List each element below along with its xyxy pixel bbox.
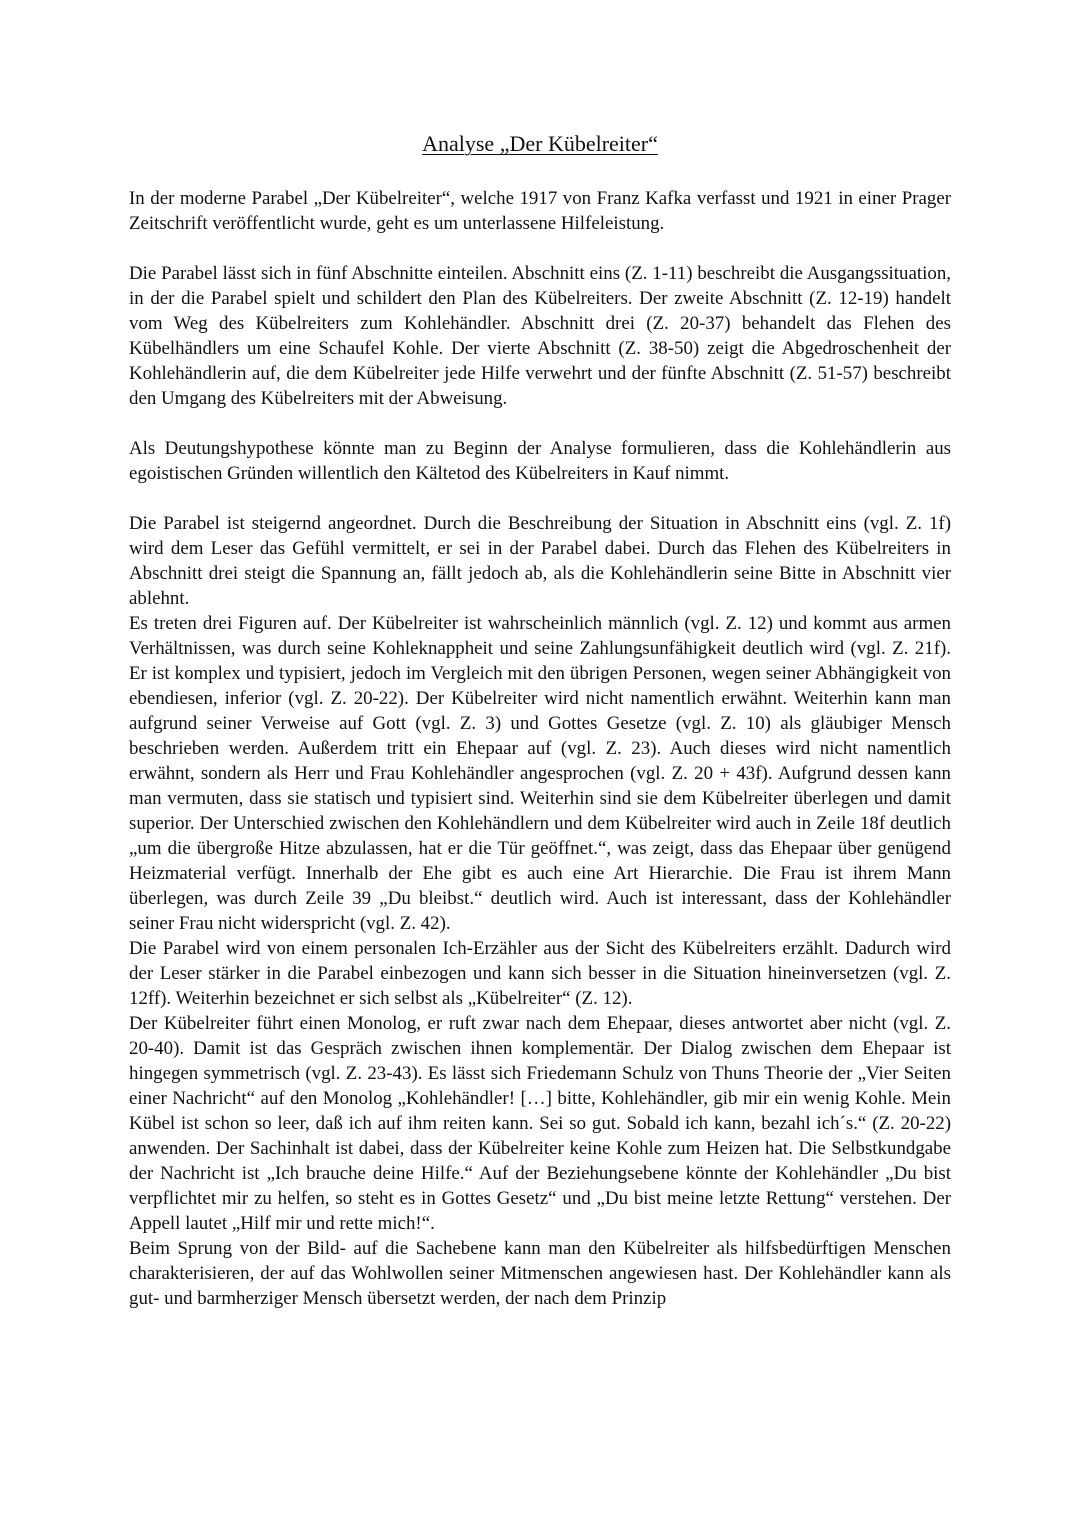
document-title-text: Analyse „Der Kübelreiter“ (422, 131, 658, 156)
paragraph-interpretation: Beim Sprung von der Bild- auf die Sachebene kann man den Kübelreiter als hilfsbedürftigen Menschen charakterisieren, der auf das Wohlwollen seiner Mitmenschen angewiesen hast. Der Kohlehändler kann als gut- und barmherziger Mensch übersetzt werden, der nach dem Prinzip (129, 1238, 951, 1309)
paragraph-intro: In der moderne Parabel „Der Kübelreiter“, welche 1917 von Franz Kafka verfasst und 1921 in einer Prager Zeitschrift veröffentlicht wurde, geht es um unterlassene Hilfeleistung. (129, 188, 951, 234)
paragraph-narrator: Die Parabel wird von einem personalen Ich-Erzähler aus der Sicht des Kübelreiters erzählt. Dadurch wird der Leser stärker in die Parabel einbezogen und kann sich besser in die Situation hineinversetzen (vgl. Z. 12ff). Weiterhin bezeichnet er sich selbst als „Kübelreiter“ (Z. 12). (129, 938, 951, 1009)
paragraph-arrangement: Die Parabel ist steigernd angeordnet. Durch die Beschreibung der Situation in Abschnitt eins (vgl. Z. 1f) wird dem Leser das Gefühl vermittelt, er sei in der Parabel dabei. Durch das Flehen des Kübelreiters in Abschnitt drei steigt die Spannung an, fällt jedoch ab, als die Kohlehändlerin seine Bitte in Abschnitt vier ablehnt. (129, 513, 951, 609)
document-body (129, 186, 951, 1311)
paragraph-figures: Es treten drei Figuren auf. Der Kübelreiter ist wahrscheinlich männlich (vgl. Z. 12) und kommt aus armen Verhältnissen, was durch seine Kohleknappheit und seine Zahlungsunfähigkeit deutlich wird (vgl. Z. 21f). Er ist komplex und typisiert, jedoch im Vergleich mit den übrigen Personen, wegen seiner Abhängigkeit von ebendiesen, inferior (vgl. Z. 20-22). Der Kübelreiter wird nicht namentlich erwähnt. Weiterhin kann man aufgrund seiner Verweise auf Gott (vgl. Z. 3) und Gottes Gesetze (vgl. Z. 10) als gläubiger Mensch beschrieben werden. Außerdem tritt ein Ehepaar auf (vgl. Z. 23). Auch dieses wird nicht namentlich erwähnt, sondern als Herr und Frau Kohlehändler angesprochen (vgl. Z. 20 + 43f). Aufgrund dessen kann man vermuten, dass sie statisch und typisiert sind. Weiterhin sind sie dem Kübelreiter überlegen und damit superior. Der Unterschied zwischen den Kohlehändlern und dem Kübelreiter wird auch in Zeile 18f deutlich „um die übergroße Hitze abzulassen, hat er die Tür geöffnet.“, was zeigt, dass das Ehepaar über genügend Heizmaterial verfügt. Innerhalb der Ehe gibt es auch eine Art Hierarchie. Die Frau ist ihrem Mann überlegen, was durch Zeile 39 „Du bleibst.“ deutlich wird. Auch ist interessant, dass der Kohlehändler seiner Frau nicht widerspricht (vgl. Z. 42). (129, 613, 951, 934)
paragraph-structure: Die Parabel lässt sich in fünf Abschnitte einteilen. Abschnitt eins (Z. 1-11) beschreibt die Ausgangssituation, in der die Parabel spielt und schildert den Plan des Kübelreiters. Der zweite Abschnitt (Z. 12-19) handelt vom Weg des Kübelreiters zum Kohlehändler. Abschnitt drei (Z. 20-37) behandelt das Flehen des Kübelhändlers um eine Schaufel Kohle. Der vierte Abschnitt (Z. 38-50) zeigt die Abgedroschenheit der Kohlehändlerin auf, die dem Kübelreiter jede Hilfe verwehrt und der fünfte Abschnitt (Z. 51-57) beschreibt den Umgang des Kübelreiters mit der Abweisung. (129, 263, 951, 409)
paragraph-monologue: Der Kübelreiter führt einen Monolog, er ruft zwar nach dem Ehepaar, dieses antwortet aber nicht (vgl. Z. 20-40). Damit ist das Gespräch zwischen ihnen komplementär. Der Dialog zwischen dem Ehepaar ist hingegen symmetrisch (vgl. Z. 23-43). Es lässt sich Friedemann Schulz von Thuns Theorie der „Vier Seiten einer Nachricht“ auf den Monolog „Kohlehändler! […] bitte, Kohlehändler, gib mir ein wenig Kohle. Mein Kübel ist schon so leer, daß ich auf ihm reiten kann. Sei so gut. Sobald ich kann, bezahl ich´s.“ (Z. 20-22) anwenden. Der Sachinhalt ist dabei, dass der Kübelreiter keine Kohle zum Heizen hat. Die Selbstkundgabe der Nachricht ist „Ich brauche deine Hilfe.“ Auf der Beziehungsebene könnte der Kohlehändler „Du bist verpflichtet mir zu helfen, so steht es in Gottes Gesetz“ und „Du bist meine letzte Rettung“ verstehen. Der Appell lautet „Hilf mir und rette mich!“. (129, 1013, 951, 1234)
paragraph-hypothesis: Als Deutungshypothese könnte man zu Beginn der Analyse formulieren, dass die Kohlehändlerin aus egoistischen Gründen willentlich den Kältetod des Kübelreiters in Kauf nimmt. (129, 438, 951, 484)
document-title (0, 128, 1080, 160)
